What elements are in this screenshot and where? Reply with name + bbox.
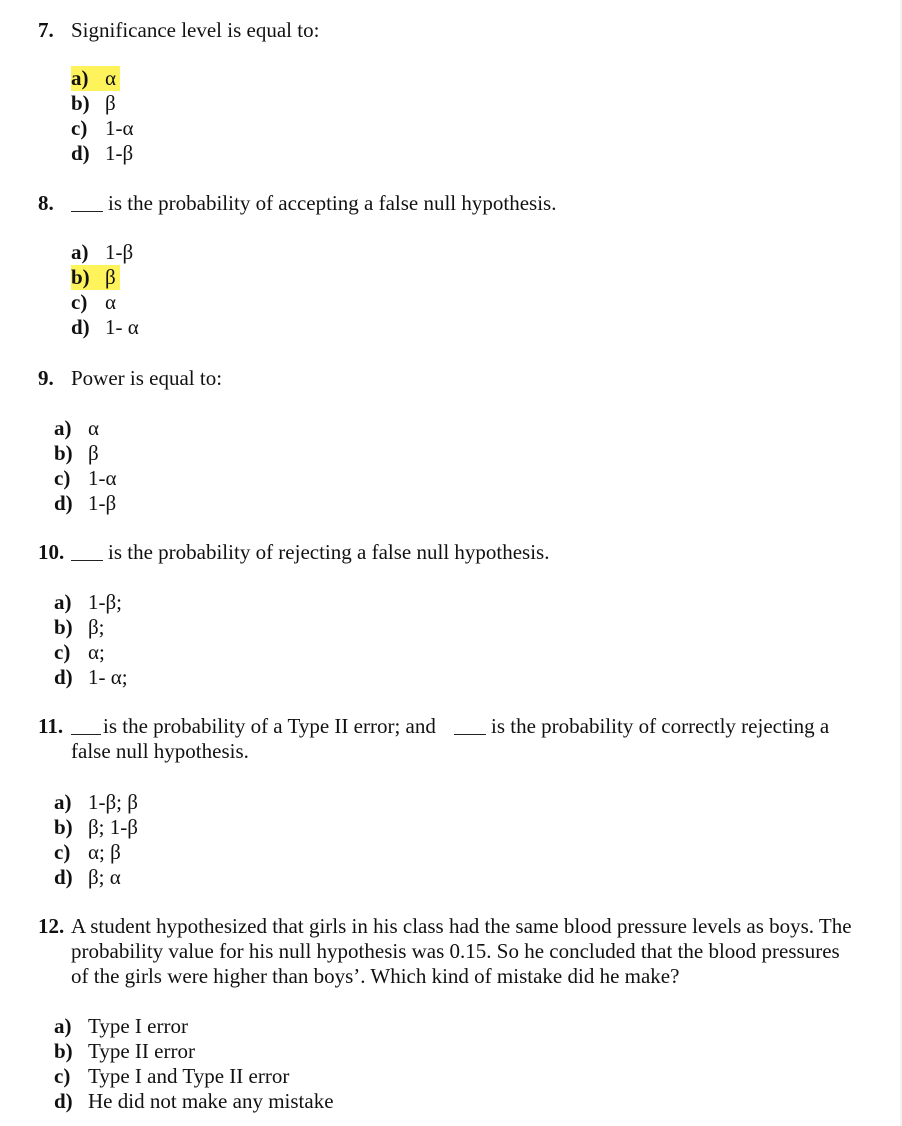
option-a[interactable] (71, 240, 133, 265)
question-prompt-line2: probability value for his null hypothesis was 0.15. So he concluded that the blood pressures (71, 939, 840, 963)
option-text: β; 1-β (88, 815, 138, 839)
option-text: 1-β; β (88, 790, 138, 814)
option-text: α; (88, 640, 105, 664)
option-letter: d) (54, 491, 73, 515)
option-letter: a) (71, 240, 89, 264)
option-c[interactable] (54, 466, 117, 491)
option-text: α (88, 416, 100, 440)
option-a[interactable] (54, 790, 138, 815)
option-d[interactable] (54, 665, 128, 690)
option-b[interactable] (54, 615, 105, 640)
option-text: 1-β (105, 141, 134, 165)
question-prompt-line1: A student hypothesized that girls in his class had the same blood pressure levels as boys. The (71, 914, 852, 938)
option-letter: c) (71, 290, 88, 314)
option-letter: b) (71, 265, 90, 289)
option-text: α; β (88, 840, 121, 864)
option-text: β (105, 265, 116, 289)
answer-blank (71, 194, 103, 212)
option-a[interactable] (54, 416, 99, 441)
option-text: He did not make any mistake (88, 1089, 334, 1113)
option-letter: d) (54, 1089, 73, 1113)
option-letter: c) (71, 116, 88, 140)
option-text: 1-β (88, 491, 117, 515)
option-b[interactable] (54, 441, 99, 466)
option-d[interactable] (54, 865, 121, 890)
option-d[interactable] (54, 1089, 334, 1114)
option-text: α (105, 290, 117, 314)
option-letter: b) (54, 441, 73, 465)
option-letter: b) (54, 815, 73, 839)
question-number: 11. (38, 714, 64, 738)
option-a[interactable] (54, 1014, 188, 1039)
option-text: Type I error (88, 1014, 188, 1038)
option-c[interactable] (71, 290, 116, 315)
option-letter: b) (54, 615, 73, 639)
option-letter: b) (71, 91, 90, 115)
option-letter: d) (54, 865, 73, 889)
question-number: 10. (38, 540, 65, 564)
question-prompt: Significance level is equal to: (71, 18, 320, 42)
option-text: 1-α (105, 116, 134, 140)
question-number: 7. (38, 18, 54, 42)
option-text: β; α (88, 865, 121, 889)
option-b[interactable] (54, 1039, 195, 1064)
option-c[interactable] (54, 640, 105, 665)
option-text: Type I and Type II error (88, 1064, 290, 1088)
option-text: 1-β (105, 240, 134, 264)
question-prompt-line3: of the girls were higher than boys’. Which kind of mistake did he make? (71, 964, 680, 988)
option-text: Type II error (88, 1039, 195, 1063)
option-a-highlighted[interactable] (71, 66, 120, 91)
option-letter: c) (54, 466, 71, 490)
option-b[interactable] (54, 815, 138, 840)
option-c[interactable] (54, 1064, 289, 1089)
option-a[interactable] (54, 590, 122, 615)
question-prompt: is the probability of rejecting a false null hypothesis. (108, 540, 550, 564)
option-text: 1-β; (88, 590, 123, 614)
option-letter: a) (71, 66, 89, 90)
option-text: 1- α (105, 315, 139, 339)
option-letter: d) (71, 315, 90, 339)
option-letter: d) (71, 141, 90, 165)
question-prompt-part1: is the probability of a Type II error; and (103, 714, 436, 738)
answer-blank (71, 543, 103, 561)
answer-blank-1 (71, 717, 101, 735)
option-text: 1- α; (88, 665, 128, 689)
question-number: 12. (38, 914, 65, 938)
option-letter: a) (54, 590, 72, 614)
option-text: β; (88, 615, 105, 639)
option-text: 1-α (88, 466, 117, 490)
option-c[interactable] (54, 840, 121, 865)
option-letter: a) (54, 416, 72, 440)
question-number: 9. (38, 366, 54, 390)
question-prompt-part2: is the probability of correctly rejecting a (491, 714, 830, 738)
question-prompt: Power is equal to: (71, 366, 223, 390)
answer-blank-2 (454, 717, 486, 735)
option-d[interactable] (71, 141, 133, 166)
question-prompt-line2: false null hypothesis. (71, 739, 249, 763)
question-prompt: is the probability of accepting a false null hypothesis. (108, 191, 557, 215)
option-d[interactable] (71, 315, 139, 340)
option-letter: a) (54, 1014, 72, 1038)
option-letter: b) (54, 1039, 73, 1063)
question-number: 8. (38, 191, 54, 215)
option-text: α (105, 66, 117, 90)
option-letter: a) (54, 790, 72, 814)
option-letter: d) (54, 665, 73, 689)
option-c[interactable] (71, 116, 134, 141)
option-letter: c) (54, 1064, 71, 1088)
option-letter: c) (54, 640, 71, 664)
option-text: β (88, 441, 99, 465)
option-d[interactable] (54, 491, 116, 516)
option-b[interactable] (71, 91, 116, 116)
option-letter: c) (54, 840, 71, 864)
option-text: β (105, 91, 116, 115)
option-b-highlighted[interactable] (71, 265, 120, 290)
